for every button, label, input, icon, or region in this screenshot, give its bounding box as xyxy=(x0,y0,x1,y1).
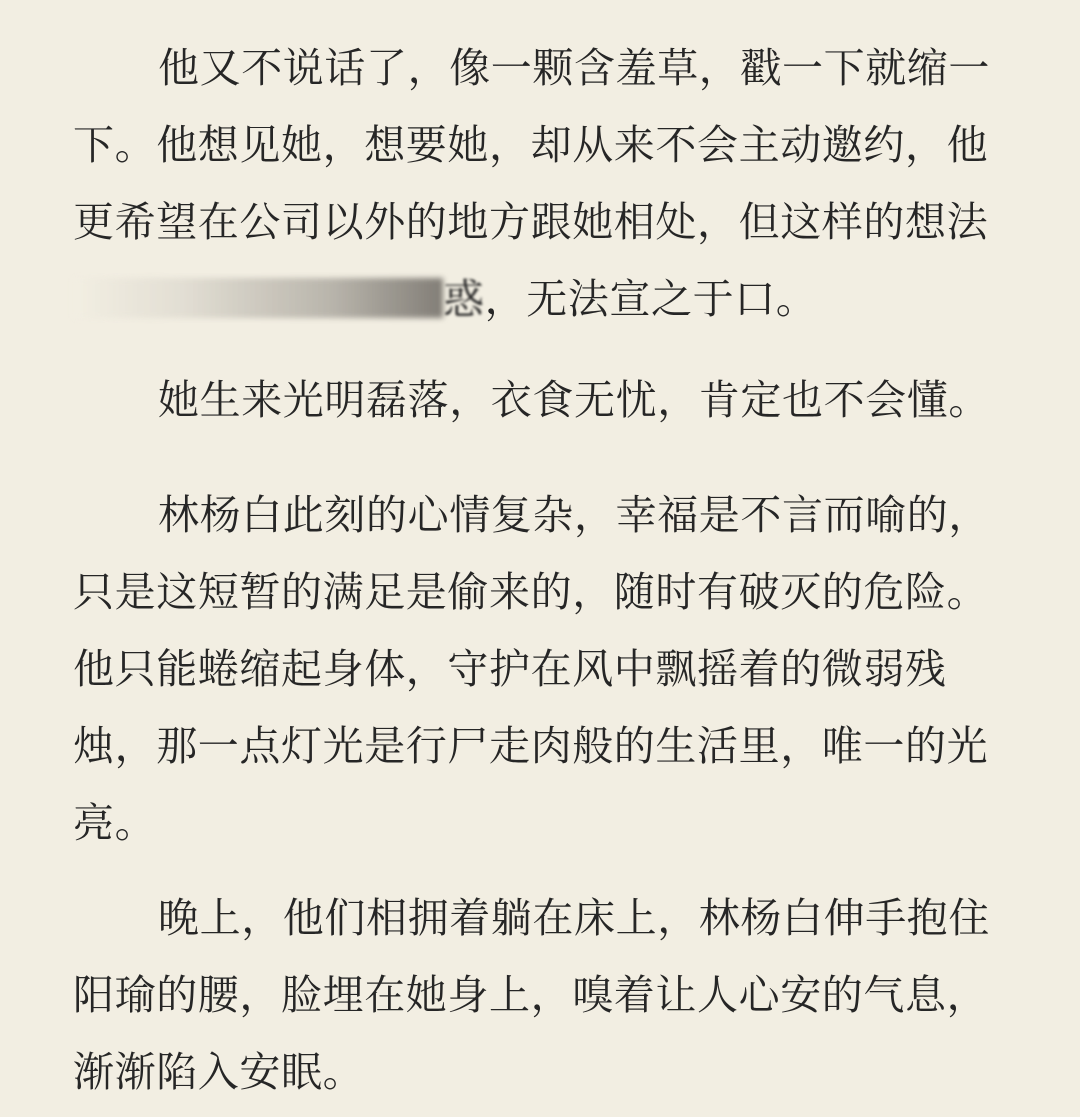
paragraph-3 xyxy=(73,477,1013,862)
text-line-partially-obscured xyxy=(73,261,1013,338)
paragraph-1 xyxy=(73,30,1013,338)
text-line: 林杨白此刻的心情复杂，幸福是不言而喻的， xyxy=(158,491,990,539)
text-fragment: ，无法宣之于口。 xyxy=(484,275,818,323)
paragraph-4 xyxy=(73,880,1013,1111)
paragraph-2 xyxy=(73,362,1013,439)
text-line: 下。他想见她，想要她，却从来不会主动邀约，他 xyxy=(73,121,989,169)
text-line: 更希望在公司以外的地方跟她相处，但这样的想法 xyxy=(73,198,989,246)
text-line: 烛，那一点灯光是行尸走肉般的生活里，唯一的光 xyxy=(73,722,989,770)
text-line: 晚上，他们相拥着躺在床上，林杨白伸手抱住 xyxy=(158,894,990,942)
text-line: 阳瑜的腰，脸埋在她身上，嗅着让人心安的气息， xyxy=(73,971,989,1019)
text-line: 他又不说话了，像一颗含羞草，戳一下就缩一 xyxy=(158,44,990,92)
text-line: 只是这短暂的满足是偷来的，随时有破灭的危险。 xyxy=(73,568,989,616)
text-line: 他只能蜷缩起身体，守护在风中飘摇着的微弱残 xyxy=(73,645,947,693)
text-line: 亮。 xyxy=(73,799,157,847)
obscured-glyph: 惑 xyxy=(443,275,485,323)
text-line: 渐渐陷入安眠。 xyxy=(73,1048,365,1096)
motion-blur-smear xyxy=(73,278,443,318)
text-line: 她生来光明磊落，衣食无忧，肯定也不会懂。 xyxy=(158,376,990,424)
